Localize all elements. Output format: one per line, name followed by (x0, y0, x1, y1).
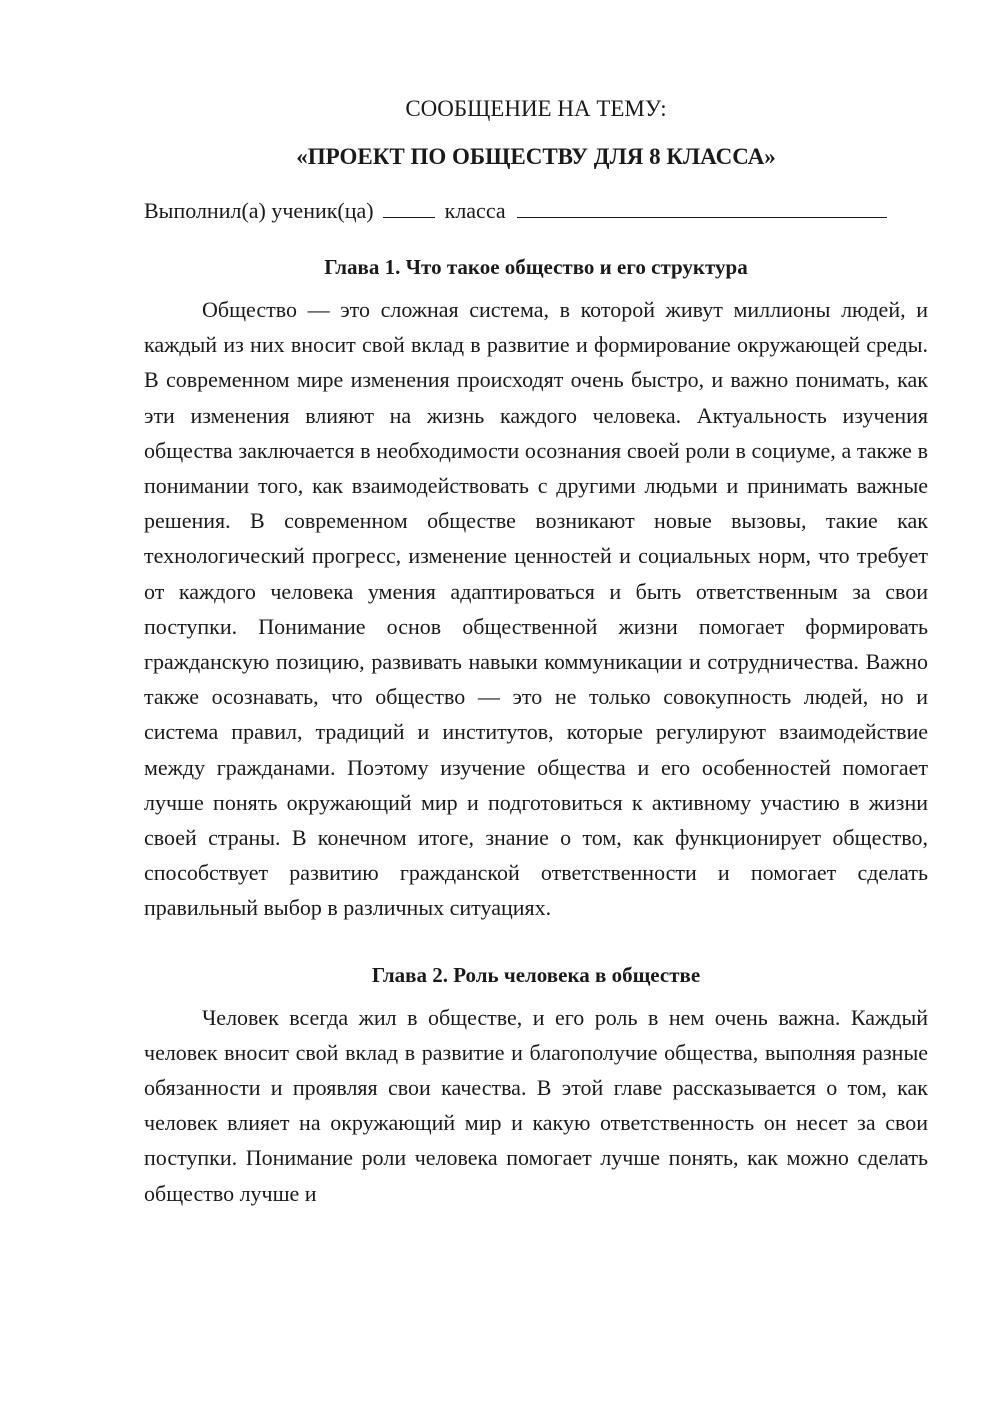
student-label: Выполнил(а) ученик(ца) (144, 198, 374, 223)
chapter-2-paragraph: Человек всегда жил в обществе, и его роль в нем очень важна. Каждый человек вносит свой вклад в развитие и благополучие общества, выполняя разные обязанности и проявляя свои качества. В этой главе рассказывается о том, как человек влияет на окружающий мир и какую ответственность он несет за свои поступки. Понимание роли человека помогает лучше понять, как можно сделать общество лучше и (144, 1004, 928, 1206)
chapter-1-heading: Глава 1. Что такое общество и его структура (324, 255, 748, 279)
author-line (144, 196, 928, 226)
document-body (144, 92, 928, 1211)
student-name-blank (517, 197, 887, 218)
class-number-blank (383, 197, 435, 218)
class-label: класса (444, 198, 506, 223)
document-subtitle: СООБЩЕНИЕ НА ТЕМУ: (405, 96, 667, 121)
document-title: «ПРОЕКТ ПО ОБЩЕСТВУ ДЛЯ 8 КЛАССА» (296, 144, 776, 169)
chapter-2-heading: Глава 2. Роль человека в обществе (371, 962, 701, 987)
chapter-1-paragraph: Общество — это сложная система, в которой живут миллионы людей, и каждый из них вносит свой вклад в развитие и формирование окружающей среды. В современном мире изменения происходят очень быстро, и важно понимать, как эти изменения влияют на жизнь каждого человека. Актуальность изучения общества заключается в необходимости осознания своей роли в социуме, а также в понимании того, как взаимодействовать с другими людьми и принимать важные решения. В современном обществе возникают новые вызовы, такие как технологический прогресс, изменение ценностей и социальных норм, что требует от каждого человека умения адаптироваться и быть ответственным за свои поступки. Понимание основ общественной жизни помогает формировать гражданскую позицию, развивать навыки коммуникации и сотрудничества. Важно также осознавать, что общество — это не только совокупность людей, но и система правил, традиций и институтов, которые регулируют взаимодействие между гражданами. Поэтому изучение общества и его особенностей помогает лучше понять окружающий мир и подготовиться к активному участию в жизни своей страны. В конечном итоге, знание о том, как функционирует общество, способствует развитию гражданской ответственности и помогает сделать правильный выбор в различных ситуациях. (144, 297, 928, 921)
